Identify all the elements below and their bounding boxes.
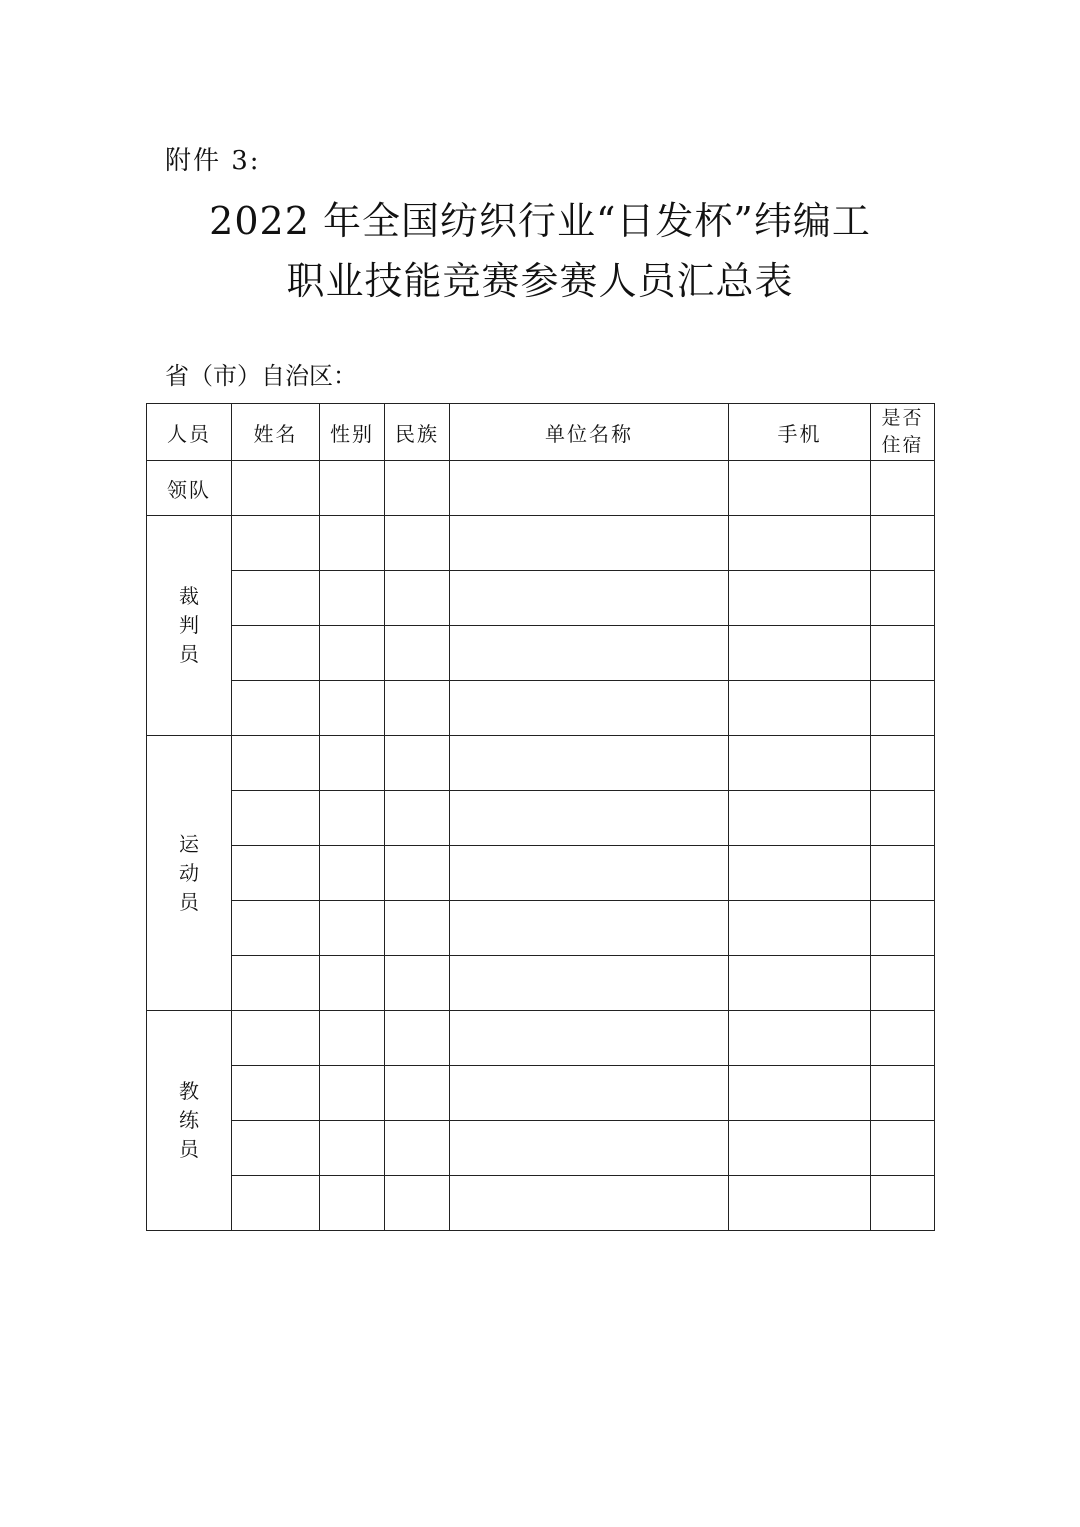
phone-cell[interactable] (729, 736, 871, 791)
gender-cell[interactable] (320, 626, 385, 681)
name-cell[interactable] (232, 461, 320, 516)
gender-cell[interactable] (320, 681, 385, 736)
group-label-referee: 裁判员 (147, 516, 232, 736)
unit-cell[interactable] (450, 571, 729, 626)
table-row (147, 901, 935, 956)
header-gender: 性别 (320, 404, 385, 461)
lodging-cell[interactable] (871, 1011, 935, 1066)
gender-cell[interactable] (320, 901, 385, 956)
header-phone: 手机 (729, 404, 871, 461)
name-cell[interactable] (232, 901, 320, 956)
unit-cell[interactable] (450, 901, 729, 956)
table-header-row (147, 404, 935, 461)
ethnicity-cell[interactable] (385, 1066, 450, 1121)
ethnicity-cell[interactable] (385, 956, 450, 1011)
name-cell[interactable] (232, 1121, 320, 1176)
ethnicity-cell[interactable] (385, 681, 450, 736)
phone-cell[interactable] (729, 571, 871, 626)
lodging-cell[interactable] (871, 461, 935, 516)
name-cell[interactable] (232, 1011, 320, 1066)
name-cell[interactable] (232, 956, 320, 1011)
gender-cell[interactable] (320, 736, 385, 791)
gender-cell[interactable] (320, 461, 385, 516)
gender-cell[interactable] (320, 571, 385, 626)
phone-cell[interactable] (729, 791, 871, 846)
table-row (147, 791, 935, 846)
phone-cell[interactable] (729, 846, 871, 901)
table-row (147, 956, 935, 1011)
ethnicity-cell[interactable] (385, 736, 450, 791)
lodging-cell[interactable] (871, 1066, 935, 1121)
name-cell[interactable] (232, 846, 320, 901)
table-row (147, 516, 935, 571)
name-cell[interactable] (232, 1176, 320, 1231)
unit-cell[interactable] (450, 956, 729, 1011)
phone-cell[interactable] (729, 516, 871, 571)
ethnicity-cell[interactable] (385, 846, 450, 901)
unit-cell[interactable] (450, 736, 729, 791)
ethnicity-cell[interactable] (385, 791, 450, 846)
lodging-cell[interactable] (871, 571, 935, 626)
gender-cell[interactable] (320, 791, 385, 846)
attachment-label: 附件 3: (165, 146, 261, 176)
unit-cell[interactable] (450, 791, 729, 846)
phone-cell[interactable] (729, 1011, 871, 1066)
ethnicity-cell[interactable] (385, 1176, 450, 1231)
phone-cell[interactable] (729, 1066, 871, 1121)
table-row (147, 461, 935, 516)
group-label-coach: 教练员 (147, 1011, 232, 1231)
unit-cell[interactable] (450, 1066, 729, 1121)
gender-cell[interactable] (320, 1176, 385, 1231)
lodging-cell[interactable] (871, 1121, 935, 1176)
phone-cell[interactable] (729, 1176, 871, 1231)
group-label-athlete: 运动员 (147, 736, 232, 1011)
ethnicity-cell[interactable] (385, 901, 450, 956)
table-row (147, 1121, 935, 1176)
phone-cell[interactable] (729, 681, 871, 736)
lodging-cell[interactable] (871, 516, 935, 571)
table-row (147, 1011, 935, 1066)
unit-cell[interactable] (450, 1011, 729, 1066)
table-row (147, 1066, 935, 1121)
ethnicity-cell[interactable] (385, 516, 450, 571)
phone-cell[interactable] (729, 626, 871, 681)
unit-cell[interactable] (450, 1121, 729, 1176)
table-row (147, 626, 935, 681)
ethnicity-cell[interactable] (385, 1011, 450, 1066)
lodging-cell[interactable] (871, 901, 935, 956)
phone-cell[interactable] (729, 901, 871, 956)
unit-cell[interactable] (450, 1176, 729, 1231)
table-row (147, 846, 935, 901)
group-label-leader: 领队 (147, 461, 232, 516)
participants-table (146, 403, 935, 1231)
unit-cell[interactable] (450, 626, 729, 681)
unit-cell[interactable] (450, 461, 729, 516)
table-row (147, 571, 935, 626)
unit-cell[interactable] (450, 681, 729, 736)
lodging-cell[interactable] (871, 1176, 935, 1231)
lodging-cell[interactable] (871, 846, 935, 901)
unit-cell[interactable] (450, 846, 729, 901)
table-row (147, 1176, 935, 1231)
gender-cell[interactable] (320, 516, 385, 571)
header-ethnicity: 民族 (385, 404, 450, 461)
name-cell[interactable] (232, 626, 320, 681)
lodging-cell[interactable] (871, 681, 935, 736)
table-row (147, 681, 935, 736)
phone-cell[interactable] (729, 461, 871, 516)
document-title-line-2: 职业技能竞赛参赛人员汇总表 (286, 259, 794, 303)
gender-cell[interactable] (320, 1066, 385, 1121)
lodging-cell[interactable] (871, 736, 935, 791)
header-lodging: 是否 住宿 (871, 404, 935, 461)
ethnicity-cell[interactable] (385, 461, 450, 516)
header-role: 人员 (147, 404, 232, 461)
name-cell[interactable] (232, 1066, 320, 1121)
region-label: 省（市）自治区： (165, 362, 357, 390)
name-cell[interactable] (232, 516, 320, 571)
ethnicity-cell[interactable] (385, 571, 450, 626)
lodging-cell[interactable] (871, 791, 935, 846)
gender-cell[interactable] (320, 1121, 385, 1176)
unit-cell[interactable] (450, 516, 729, 571)
phone-cell[interactable] (729, 956, 871, 1011)
gender-cell[interactable] (320, 846, 385, 901)
table-row (147, 736, 935, 791)
header-name: 姓名 (232, 404, 320, 461)
gender-cell[interactable] (320, 956, 385, 1011)
lodging-cell[interactable] (871, 956, 935, 1011)
name-cell[interactable] (232, 791, 320, 846)
phone-cell[interactable] (729, 1121, 871, 1176)
name-cell[interactable] (232, 736, 320, 791)
header-unit-name: 单位名称 (450, 404, 729, 461)
document-title-line-1: 2022 年全国纺织行业“日发杯”纬编工 (209, 199, 871, 243)
name-cell[interactable] (232, 681, 320, 736)
gender-cell[interactable] (320, 1011, 385, 1066)
ethnicity-cell[interactable] (385, 1121, 450, 1176)
lodging-cell[interactable] (871, 626, 935, 681)
ethnicity-cell[interactable] (385, 626, 450, 681)
name-cell[interactable] (232, 571, 320, 626)
